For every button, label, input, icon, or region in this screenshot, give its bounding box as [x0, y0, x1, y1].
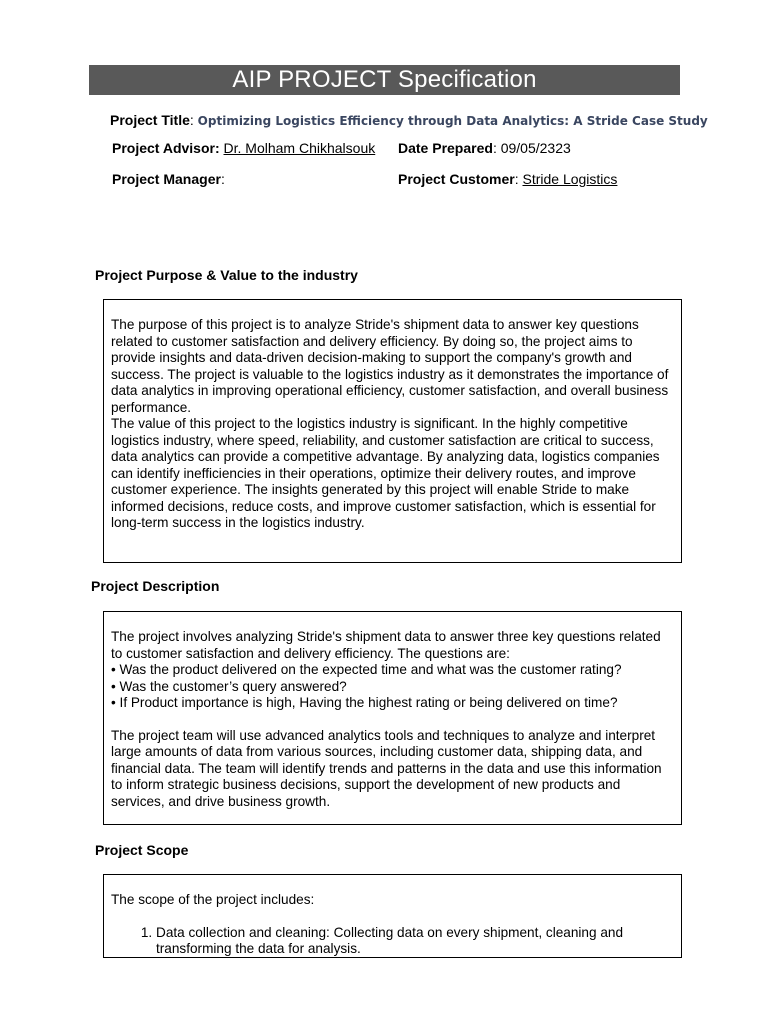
purpose-paragraph-2: The value of this project to the logistics industry is significant. In the highly competitive logistics industry, where speed, reliability, and customer satisfaction are critical to success, data analytics can provide a competitive advantage. By analyzing data, logistics companies can identify inefficiencies in their operations, optimize their delivery routes, and improve customer experience. The insights generated by this project will enable Stride to make informed decisions, reduce costs, and improve customer satisfaction, which is essential for long-term success in the logistics industry. [111, 416, 660, 530]
description-question-1: • Was the product delivered on the expected time and what was the customer rating? [111, 662, 622, 677]
purpose-paragraph-1: The purpose of this project is to analyze Stride's shipment data to answer key questions related to customer satisfaction and delivery efficiency. By doing so, the project aims to provide insights and data-driven decision-making to support the company's growth and success. The project is valuable to the logistics industry as it demonstrates the importance of data analytics in improving operational efficiency, customer satisfaction, and overall business performance. [111, 317, 669, 415]
scope-heading: Project Scope [95, 842, 189, 858]
project-title-value: Optimizing Logistics Efficiency through Data Analytics: A Stride Case Study [197, 114, 708, 128]
scope-item-1: 1. Data collection and cleaning: Collecting data on every shipment, cleaning and transforming the data for analysis. [156, 925, 673, 958]
project-advisor-label: Project Advisor: [112, 140, 220, 156]
project-manager-field: Project Manager: [112, 171, 225, 187]
purpose-box [103, 299, 682, 563]
description-question-3: • If Product importance is high, Having the highest rating or being delivered on time? [111, 695, 618, 710]
description-box [103, 611, 682, 825]
project-customer-value: Stride Logistics [522, 171, 618, 187]
project-manager-label: Project Manager [112, 171, 221, 187]
scope-list [111, 925, 673, 958]
project-advisor-field [112, 139, 375, 157]
project-customer-label: Project Customer [398, 171, 515, 187]
date-prepared-field: Date Prepared: 09/05/2323 [398, 140, 571, 156]
description-question-2: • Was the customer’s query answered? [111, 678, 347, 694]
project-title-field: Project Title: Optimizing Logistics Efficiency through Data Analytics: A Stride Case Study [110, 112, 708, 128]
project-advisor-value: Dr. Molham Chikhalsouk [223, 140, 376, 156]
scope-intro: The scope of the project includes: [111, 892, 315, 907]
project-title-label: Project Title [110, 112, 190, 128]
description-paragraph: The project team will use advanced analytics tools and techniques to analyze and interpret large amounts of data from various sources, including customer data, shipping data, and financial data. The team will identify trends and patterns in the data and use this information to inform strategic business decisions, support the development of new products and services, and drive business growth. [111, 727, 662, 809]
description-intro: The project involves analyzing Stride's shipment data to answer three key questions related to customer satisfaction and delivery efficiency. The questions are: [111, 629, 661, 661]
purpose-heading: Project Purpose & Value to the industry [95, 267, 358, 283]
date-prepared-label: Date Prepared [398, 140, 493, 156]
date-prepared-value: 09/05/2323 [500, 140, 571, 156]
document-title: AIP PROJECT Specification [89, 65, 680, 95]
project-customer-field: Project Customer: Stride Logistics [398, 171, 618, 187]
description-heading: Project Description [91, 578, 220, 594]
scope-box [103, 874, 682, 958]
